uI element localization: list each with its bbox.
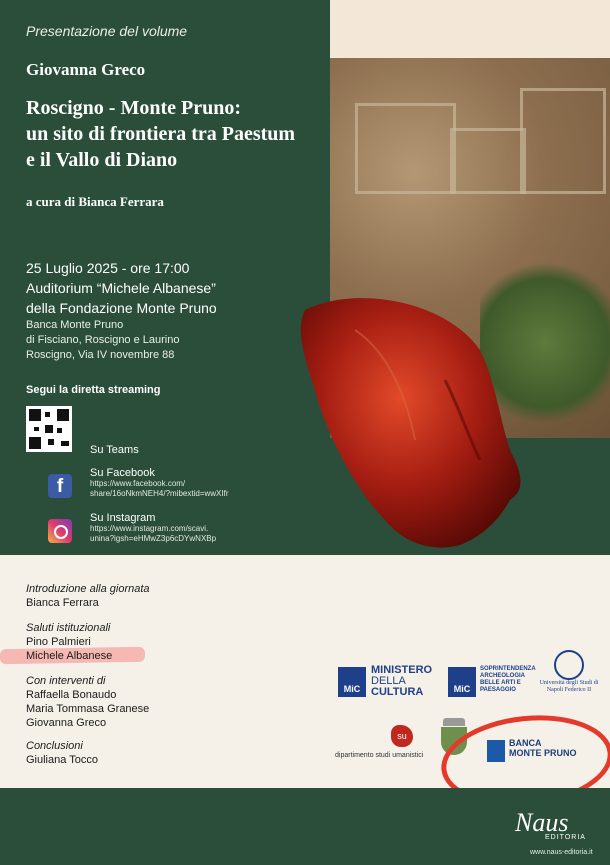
speaker-name: Michele Albanese	[26, 650, 113, 662]
speaker-name: Giovanna Greco	[26, 717, 107, 729]
logo-text: SOPRINTENDENZA ARCHEOLOGIA BELLE ARTI E PAESAGGIO	[480, 666, 536, 693]
greetings-block	[26, 621, 112, 663]
facebook-icon[interactable]: f	[48, 474, 72, 498]
conclusion-block	[26, 739, 98, 767]
publisher-logo: Naus	[515, 808, 569, 837]
title-line: e il Vallo di Diano	[26, 149, 178, 171]
dsu-mark-icon: su	[391, 725, 413, 747]
instagram-url[interactable]: unina?igsh=eHMwZ3p6cDYwNXBp	[90, 534, 217, 543]
event-details	[26, 258, 217, 318]
logo-text: DELLA	[371, 675, 406, 687]
section-heading: Conclusioni	[26, 740, 83, 752]
bank-line: Banca Monte Pruno	[26, 319, 124, 331]
logo-text: MONTE PRUNO	[509, 748, 577, 758]
event-date: 25 Luglio 2025 - ore 17:00	[26, 260, 190, 276]
bank-address	[26, 318, 179, 363]
facebook-url[interactable]: https://www.facebook.com/	[90, 479, 186, 488]
mic-mark: MiC	[448, 667, 476, 697]
book-title	[26, 95, 326, 173]
event-venue: Auditorium “Michele Albanese”	[26, 280, 216, 296]
unina-logo	[538, 650, 600, 702]
logo-text: CULTURA	[371, 686, 424, 698]
talks-block	[26, 674, 149, 730]
event-venue-sub: della Fondazione Monte Pruno	[26, 300, 217, 316]
mic-mark: MiC	[338, 667, 366, 697]
bank-line: di Fisciano, Roscigno e Laurino	[26, 334, 180, 346]
unina-seal-icon	[554, 650, 584, 680]
speaker-name: Giuliana Tocco	[26, 754, 98, 766]
curator: a cura di Bianca Ferrara	[26, 194, 164, 209]
cream-band	[330, 0, 610, 58]
title-line: Roscigno - Monte Pruno:	[26, 97, 241, 119]
section-heading: Con interventi di	[26, 675, 106, 687]
speaker-name: Pino Palmieri	[26, 636, 91, 648]
logo-text: Università degli Studi di Napoli Federico II	[539, 680, 599, 693]
logo-text: BANCA	[509, 738, 542, 748]
author-name: Giovanna Greco	[26, 60, 146, 79]
facebook-label: Su Facebook	[90, 467, 155, 479]
instagram-link[interactable]	[90, 512, 216, 544]
teams-label[interactable]: Su Teams	[90, 444, 139, 456]
qr-code-icon[interactable]	[26, 406, 72, 452]
logo-text: dipartimento studi umanistici	[335, 752, 424, 759]
speaker-name: Bianca Ferrara	[26, 597, 99, 609]
instagram-label: Su Instagram	[90, 512, 156, 524]
intro-block	[26, 582, 150, 610]
facebook-link[interactable]	[90, 467, 229, 499]
logo-text: MINISTERO	[371, 664, 433, 676]
instagram-icon[interactable]	[48, 519, 72, 543]
speaker-name: Raffaella Bonaudo	[26, 689, 117, 701]
streaming-heading: Segui la diretta streaming	[26, 384, 161, 396]
soprintendenza-logo	[448, 665, 536, 699]
amber-head-image	[295, 290, 525, 550]
info-panel	[0, 0, 330, 555]
section-heading: Saluti istituzionali	[26, 622, 111, 634]
ministero-cultura-logo	[338, 665, 438, 699]
publisher-sub: EDITORIA	[545, 834, 586, 841]
publisher-url[interactable]: www.naus-editoria.it	[530, 849, 593, 856]
title-line: un sito di frontiera tra Paestum	[26, 123, 296, 145]
section-heading: Introduzione alla giornata	[26, 583, 150, 595]
presentation-label: Presentazione del volume	[26, 23, 188, 39]
bank-line: Roscigno, Via IV novembre 88	[26, 349, 175, 361]
instagram-url[interactable]: https://www.instagram.com/scavi.	[90, 524, 209, 533]
speaker-name: Maria Tommasa Granese	[26, 703, 150, 715]
facebook-url[interactable]: share/16oNkmNEH4/?mibextid=wwXIfr	[90, 489, 229, 498]
